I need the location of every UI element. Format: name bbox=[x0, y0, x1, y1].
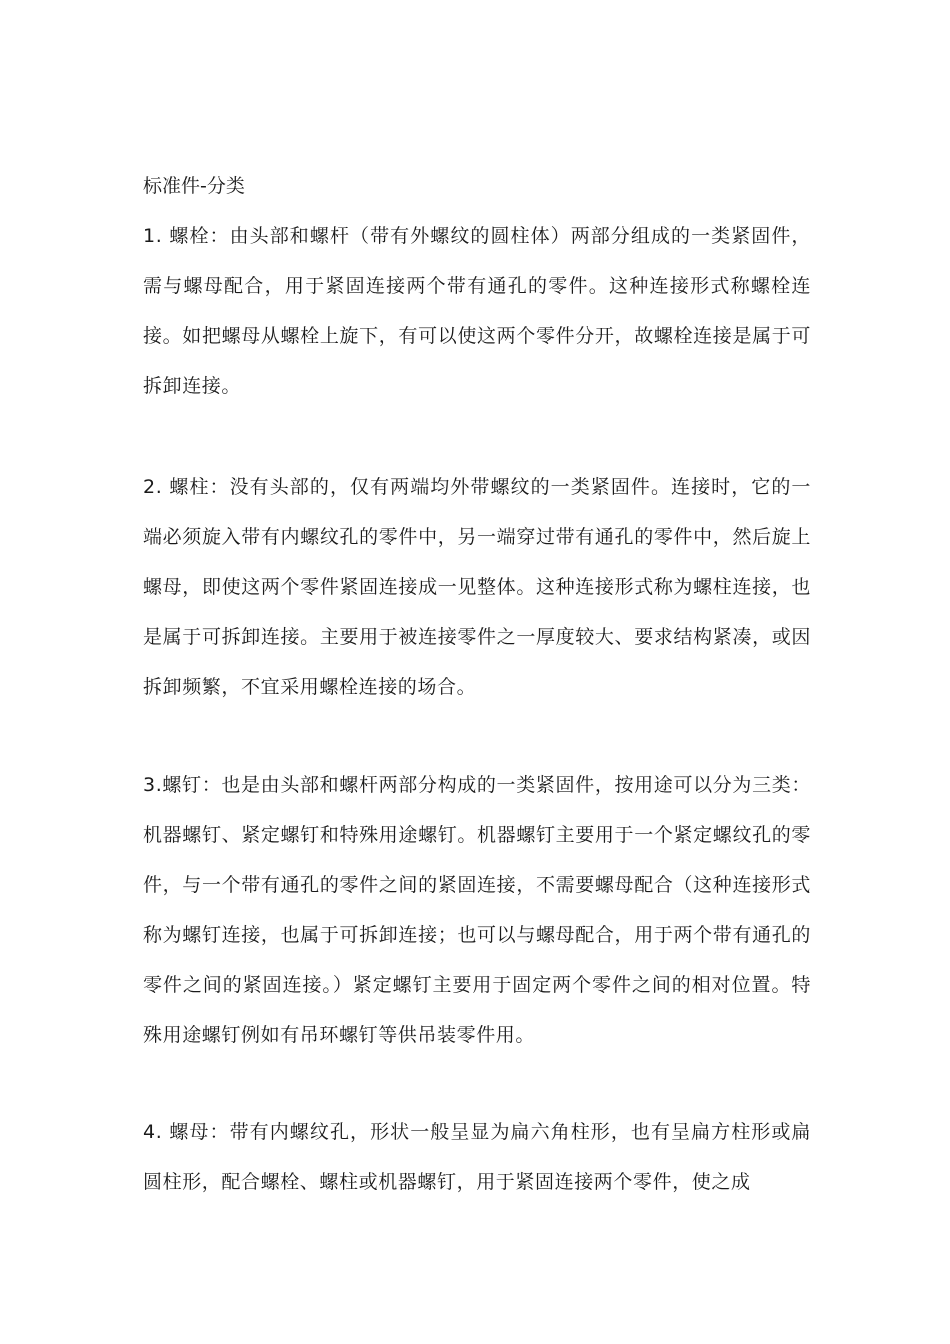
document-title: 标准件-分类 bbox=[143, 175, 245, 197]
paragraph-screw: 3.螺钉：也是由头部和螺杆两部分构成的一类紧固件，按用途可以分为三类：机器螺钉、紧定螺钉和特殊用途螺钉。机器螺钉主要用于一个紧定螺纹孔的零件，与一个带有通孔的零件之间的紧固连接，不需要螺母配合（这种连接形式称为螺钉连接，也属于可拆卸连接；也可以与螺母配合，用于两个带有通孔的零件之间的紧固连接。）紧定螺钉主要用于固定两个零件之间的相对位置。特殊用途螺钉例如有吊环螺钉等供吊装零件用。 bbox=[143, 774, 811, 1046]
paragraph-stud: 2. 螺柱：没有头部的，仅有两端均外带螺纹的一类紧固件。连接时，它的一端必须旋入带有内螺纹孔的零件中，另一端穿过带有通孔的零件中，然后旋上螺母，即使这两个零件紧固连接成一见整体。这种连接形式称为螺柱连接，也是属于可拆卸连接。主要用于被连接零件之一厚度较大、要求结构紧凑，或因拆卸频繁，不宜采用螺栓连接的场合。 bbox=[143, 476, 811, 698]
paragraph-nut: 4. 螺母：带有内螺纹孔，形状一般呈显为扁六角柱形，也有呈扁方柱形或扁圆柱形，配合螺栓、螺柱或机器螺钉，用于紧固连接两个零件，使之成 bbox=[143, 1121, 811, 1193]
paragraph-bolt: 1. 螺栓：由头部和螺杆（带有外螺纹的圆柱体）两部分组成的一类紧固件，需与螺母配合，用于紧固连接两个带有通孔的零件。这种连接形式称螺栓连接。如把螺母从螺栓上旋下，有可以使这两个零件分开，故螺栓连接是属于可拆卸连接。 bbox=[143, 225, 811, 397]
